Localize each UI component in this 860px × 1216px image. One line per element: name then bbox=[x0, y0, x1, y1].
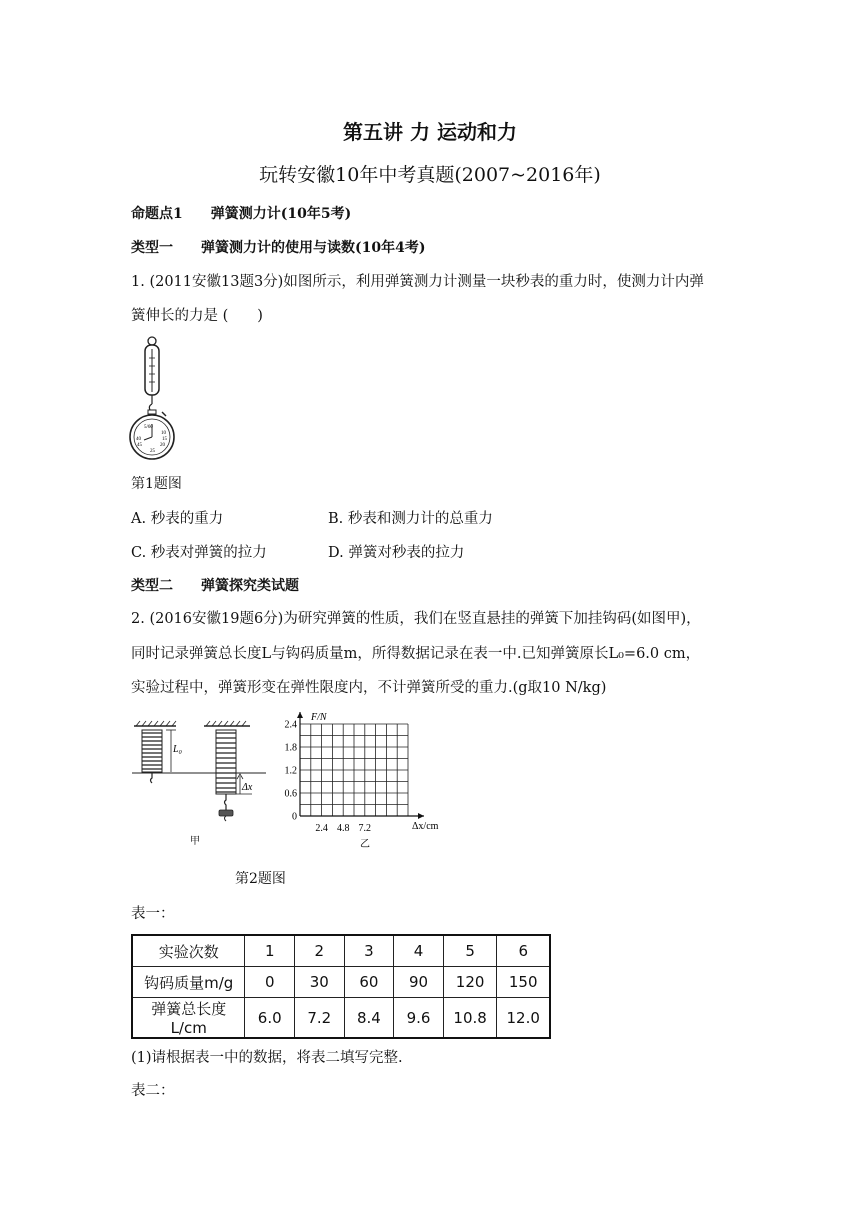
table-cell: 8.4 bbox=[344, 998, 394, 1039]
y-tick-label: 2.4 bbox=[284, 719, 297, 731]
q2-line1: 2. (2016安徽19题6分)为研究弹簧的性质，我们在竖直悬挂的弹簧下加挂钩码(如图甲)， bbox=[131, 611, 701, 627]
table-cell: 3 bbox=[344, 935, 394, 967]
table-cell: 4 bbox=[394, 935, 444, 967]
q1-line1: 1. (2011安徽13题3分)如图所示，利用弹簧测力计测量一块秒表的重力时，使测力计内弹 bbox=[131, 274, 704, 290]
stopwatch-label: 45 bbox=[137, 443, 142, 448]
x-tick-label: 4.8 bbox=[336, 823, 350, 834]
table-row bbox=[132, 967, 550, 998]
table-cell: 6 bbox=[497, 935, 550, 967]
chart-tick-labels bbox=[285, 720, 372, 835]
option-b: B. 秒表和测力计的总重力 bbox=[328, 511, 493, 527]
table-cell: 10.8 bbox=[443, 998, 497, 1039]
y-tick-label: 1.2 bbox=[284, 765, 297, 777]
table-row bbox=[132, 998, 550, 1039]
option-c: C. 秒表对弹簧的拉力 bbox=[131, 545, 267, 561]
q2-line3: 实验过程中，弹簧形变在弹性限度内，不计弹簧所受的重力.(g取10 N/kg) bbox=[131, 680, 607, 696]
q2-part1: (1)请根据表一中的数据，将表二填写完整. bbox=[131, 1050, 403, 1066]
label-yi: 乙 bbox=[360, 839, 370, 850]
table-row-header: 弹簧总长度L/cm bbox=[132, 998, 245, 1039]
stopwatch-label: 20 bbox=[160, 443, 165, 448]
l0-label: L₀ bbox=[173, 744, 183, 755]
q1-line2: 簧伸长的力是 ( ) bbox=[131, 308, 263, 324]
dx-label: Δx bbox=[242, 782, 253, 793]
label-jia: 甲 bbox=[190, 836, 200, 847]
table-cell: 90 bbox=[394, 967, 444, 998]
q2-line2: 同时记录弹簧总长度L与钩码质量m，所得数据记录在表一中.已知弹簧原长L₀=6.0 cm， bbox=[131, 646, 701, 662]
x-tick-label: 7.2 bbox=[358, 823, 372, 834]
stopwatch-label: 5/60 bbox=[144, 425, 153, 430]
spring-figure-jia bbox=[128, 716, 270, 856]
stopwatch-label: 40 bbox=[136, 437, 141, 442]
table-cell: 1 bbox=[245, 935, 295, 967]
table-row bbox=[132, 935, 550, 967]
chart-grid bbox=[300, 724, 408, 816]
table2-label: 表二： bbox=[131, 1083, 175, 1099]
force-extension-chart bbox=[278, 706, 453, 856]
y-tick-label: 1.8 bbox=[284, 742, 297, 754]
page-subtitle: 玩转安徽10年中考真题(2007~2016年) bbox=[259, 164, 601, 186]
table-cell: 0 bbox=[245, 967, 295, 998]
table-cell: 6.0 bbox=[245, 998, 295, 1039]
figure-caption-1: 第1题图 bbox=[131, 476, 182, 492]
option-a: A. 秒表的重力 bbox=[131, 511, 224, 527]
figure-caption-2: 第2题图 bbox=[235, 871, 286, 887]
chart-axes bbox=[297, 712, 424, 819]
table-cell: 30 bbox=[295, 967, 345, 998]
type-heading-2: 类型二 弹簧探究类试题 bbox=[131, 578, 299, 594]
table-row-header: 实验次数 bbox=[132, 935, 245, 967]
table-cell: 150 bbox=[497, 967, 550, 998]
chart-x-axis-label: Δx/cm bbox=[412, 821, 439, 832]
y-axis-arrow bbox=[297, 712, 303, 718]
data-table-1 bbox=[131, 934, 551, 1039]
stopwatch-label: 15 bbox=[162, 437, 167, 442]
chart-y-axis-label: F/N bbox=[311, 712, 327, 723]
option-d: D. 弹簧对秒表的拉力 bbox=[328, 545, 465, 561]
table-cell: 7.2 bbox=[295, 998, 345, 1039]
table-row-header: 钩码质量m/g bbox=[132, 967, 245, 998]
table1-label: 表一： bbox=[131, 906, 175, 922]
stopwatch-label: 10 bbox=[161, 431, 166, 436]
table-cell: 5 bbox=[443, 935, 497, 967]
x-tick-label: 2.4 bbox=[315, 823, 328, 834]
table-cell: 2 bbox=[295, 935, 345, 967]
table-cell: 9.6 bbox=[394, 998, 444, 1039]
type-heading-1: 类型一 弹簧测力计的使用与读数(10年4考) bbox=[131, 240, 426, 256]
table-cell: 60 bbox=[344, 967, 394, 998]
y-tick-label: 0.6 bbox=[284, 788, 297, 800]
spring-scale-stopwatch-figure bbox=[128, 336, 180, 462]
y-tick-label: 0 bbox=[292, 811, 297, 823]
page-title: 第五讲 力 运动和力 bbox=[343, 120, 517, 144]
section-heading: 命题点1 弹簧测力计(10年5考) bbox=[131, 206, 352, 222]
x-axis-arrow bbox=[418, 813, 424, 819]
table-cell: 12.0 bbox=[497, 998, 550, 1039]
stopwatch-label: 25 bbox=[150, 449, 155, 454]
table-cell: 120 bbox=[443, 967, 497, 998]
